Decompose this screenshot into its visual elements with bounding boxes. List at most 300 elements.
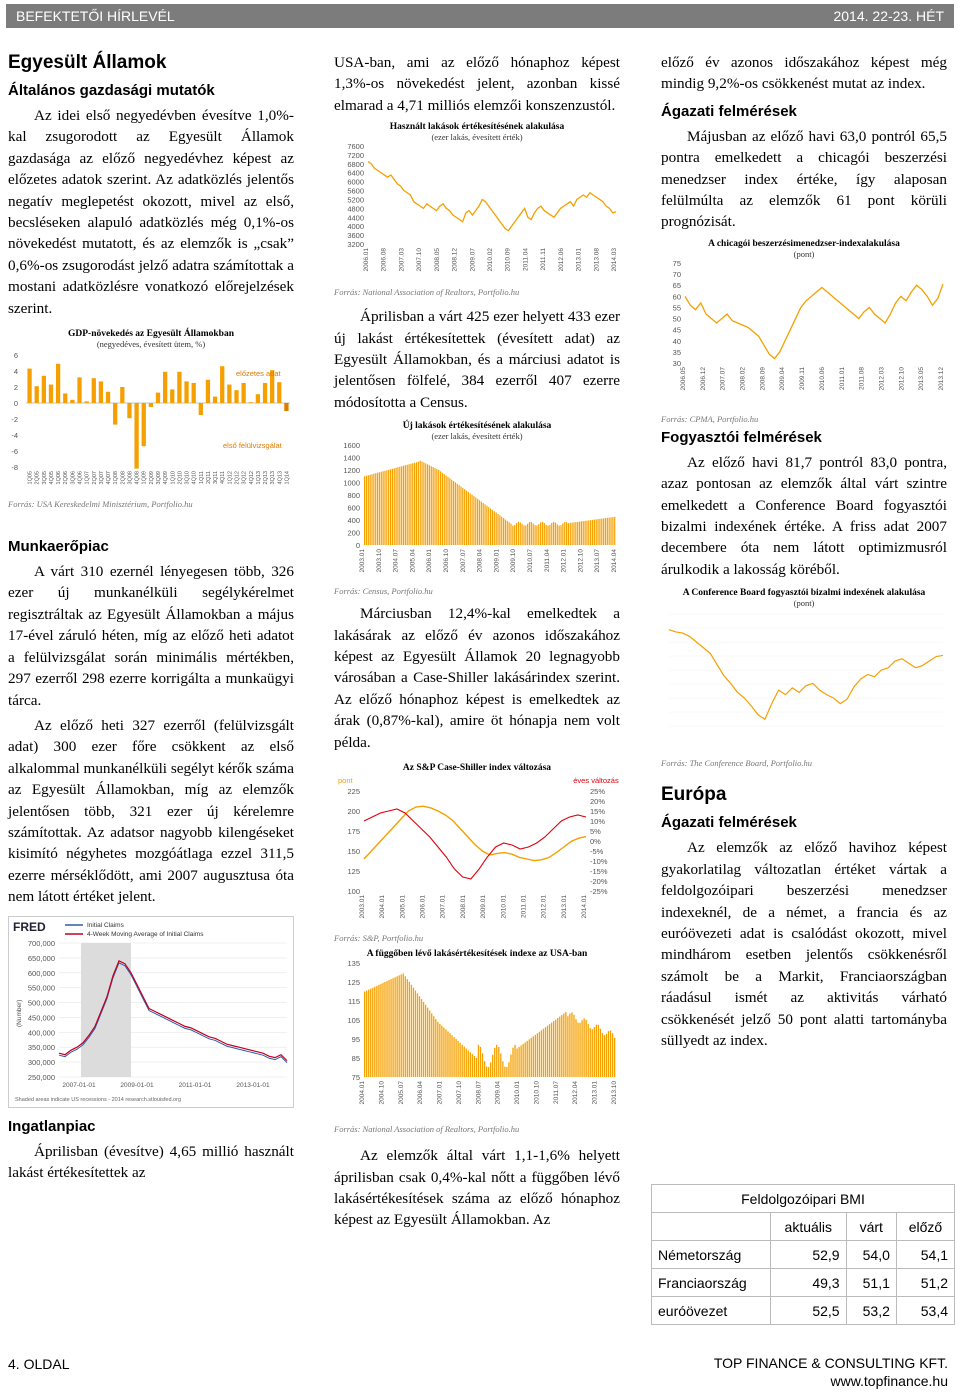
bar (383, 472, 384, 546)
bar (27, 369, 31, 403)
bar (421, 999, 422, 1077)
bar (394, 469, 395, 546)
bar (405, 976, 406, 1077)
y-tick-label: 2 (13, 383, 18, 393)
bar (466, 491, 467, 545)
cell-value: 51,2 (896, 1269, 954, 1297)
y-tick-label: 5200 (347, 195, 364, 205)
chicago-chart-title: A chicagói beszerzésimenedzser-indexalakulása (708, 238, 900, 249)
bar (590, 520, 591, 545)
y-tick-label: 100 (347, 887, 360, 897)
bar (451, 1035, 452, 1077)
bar (549, 525, 550, 545)
x-tick-label: 2010.07 (527, 549, 534, 573)
bar (505, 520, 506, 546)
x-tick-label: 2012.06 (557, 248, 565, 272)
y-tick-label: 4000 (347, 222, 364, 232)
bar (488, 507, 489, 545)
x-tick-label: 2009.11 (799, 366, 807, 390)
bar (547, 526, 548, 545)
bar (516, 1049, 517, 1078)
bar (596, 1025, 597, 1077)
bar (403, 974, 404, 1078)
bar (392, 469, 393, 545)
bar (569, 1014, 570, 1077)
bar (523, 526, 524, 546)
section-title-usa: Egyesült Államok (8, 52, 167, 73)
pmi-table (651, 1184, 955, 1325)
y-tick-label: -20% (590, 877, 608, 887)
bar (538, 524, 539, 545)
x-tick-label: 2012.03 (878, 366, 886, 391)
y-tick-label: -2 (11, 415, 18, 425)
bar (184, 381, 188, 403)
bar (378, 985, 379, 1077)
x-tick-label: 2010.09 (504, 248, 512, 272)
legend-average: 4-Week Moving Average of Initial Claims (87, 930, 204, 938)
x-tick-label: 2012.04 (572, 1081, 580, 1105)
y-tick-label: 1400 (343, 453, 360, 463)
bar (598, 1025, 599, 1077)
bar (375, 474, 376, 546)
x-tick-label: 2003.01 (359, 895, 366, 919)
bar (546, 525, 547, 545)
y-tick-label: 60 (672, 292, 681, 302)
bar (435, 1019, 436, 1077)
bar (99, 381, 103, 403)
bar (403, 466, 404, 545)
cell-value: 53,4 (896, 1297, 954, 1325)
paragraph-claims-1: A várt 310 ezernél lényegesen több, 326 ezer új munkanélküli segélykérelmet regisztráltak az Egyesült Államokban a május 17-ével záruló héten, míg az előző heti adatot a felülvizsgálat során minimális mértékben, 297 ezerről 298 ezerre korrigálta a munkaügyi tárca. (8, 563, 294, 709)
bar (585, 521, 586, 545)
bar (134, 403, 138, 469)
y-tick-label: 550,000 (27, 983, 55, 993)
bar (492, 1055, 493, 1077)
x-tick-label: 4Q12 (248, 471, 255, 485)
bar (390, 470, 391, 546)
bar (423, 1002, 424, 1077)
y-tick-label: 650,000 (27, 953, 55, 963)
bar (536, 526, 537, 545)
bar (522, 524, 523, 545)
y-tick-label: 105 (347, 1016, 360, 1026)
paragraph-claims-2: Az előző heti 327 ezerről (felülvizsgált adat) 300 ezer főre csökkent az első alkalommal munkanélküli segélyt kérők száma az Egyesült Államokban, míg az elemzők jelentősen több, 321 ezer új kérelemre számítottak. Az adatsor nagyobb kilengéseket kisimító négyhetes mozgóátlaga ezzel 311,5 ezerre mérséklődött, ami 2007 augusztusa óta nem látott értéket jelent. (8, 716, 294, 906)
x-tick-label: 2008.02 (739, 366, 747, 391)
bar (407, 979, 408, 1077)
y-tick-label: 65 (672, 281, 681, 291)
bar (527, 524, 528, 545)
x-tick-label: 2004.01 (379, 895, 387, 919)
x-tick-label: 2013.08 (593, 248, 601, 272)
x-tick-label: 2007.10 (455, 1081, 463, 1105)
bar (408, 465, 409, 546)
bar (451, 480, 452, 545)
bar (482, 1053, 483, 1077)
bar (520, 523, 521, 546)
y-tick-label: 45 (672, 325, 681, 335)
chicago-pmi-chart (661, 238, 947, 424)
pending-chart-title: A függőben lévő lakásértékesítések indexe az USA-ban (366, 949, 588, 960)
y-tick-label: -6 (11, 447, 18, 457)
y-tick-label: -8 (11, 463, 18, 473)
newhomes-chart-plot (334, 441, 620, 581)
y-tick-label: 6000 (347, 177, 364, 187)
table-row (652, 1297, 955, 1325)
bar (600, 1029, 601, 1077)
bar (220, 366, 224, 403)
bar (447, 477, 448, 545)
bar (163, 372, 167, 403)
pmi-table-title: Feldolgozóipari BMI (652, 1185, 955, 1213)
cs-chart-plot (334, 773, 620, 928)
x-tick-label: 2008.12 (451, 248, 459, 272)
bar (573, 1015, 574, 1077)
y-tick-label: 35 (672, 347, 681, 357)
fred-logo-text: FRED (13, 919, 46, 934)
series-conference-board (669, 630, 943, 720)
bar (614, 517, 615, 545)
bar (564, 522, 565, 545)
bar (149, 403, 153, 407)
bar (514, 525, 515, 545)
bar (514, 1045, 515, 1077)
bar (438, 470, 439, 545)
x-tick-label: 3Q13 (270, 471, 277, 485)
bar (572, 523, 573, 545)
bar (506, 1067, 507, 1077)
y-tick-label: 7600 (347, 142, 364, 152)
bar (523, 1044, 524, 1077)
bar (478, 1045, 479, 1077)
x-tick-label: 2Q05 (34, 471, 41, 485)
paragraph-gdp: Az idei első negyedévben évesítve 1,0%-kal zsugorodott az Egyesült Államok gazdasága az előző negyedévhez képest az előzetes adatok szerint. Az adatközlés jelentős negatív meglepetést okozott, mivel az első, becsléseken alapuló adatközlés még 0,1%-os növekedést mutatott, és az elemzők is „csak” 0,6%-os zsugorodást jelző adatra számítottak a mostani adatközlésre vonatkozó előrejelzések szerint. (8, 107, 294, 317)
x-tick-label: 2006.01 (426, 549, 434, 573)
cell-value: 52,5 (771, 1297, 847, 1325)
section-real-estate: Ingatlanpiac (8, 1117, 96, 1135)
bar (577, 522, 578, 545)
bar (484, 505, 485, 546)
x-tick-label: 2009.01 (493, 549, 501, 573)
bar (609, 518, 610, 545)
bar (249, 402, 253, 403)
bar (476, 1058, 477, 1077)
bar (529, 1039, 530, 1077)
bar (441, 1026, 442, 1077)
bar (475, 498, 476, 546)
annotation-preliminary: előzetes adat (236, 369, 281, 379)
bar (610, 518, 611, 546)
x-tick-label: 2010.02 (487, 248, 494, 272)
bar (459, 485, 460, 545)
x-tick-label: 2Q08 (120, 471, 127, 485)
bar (479, 501, 480, 546)
cell-value: 52,9 (771, 1241, 847, 1269)
y-tick-label: 125 (347, 867, 360, 877)
bar (379, 473, 380, 546)
y-tick-label: 55 (672, 303, 681, 313)
x-tick-label: 2Q12 (234, 471, 241, 485)
section-title-europe: Európa (661, 784, 727, 806)
y-tick-label: 200 (347, 528, 360, 538)
x-tick-label: 2006.01 (419, 895, 427, 919)
bar (412, 464, 413, 546)
bar (468, 492, 469, 545)
footer-company (714, 1354, 948, 1390)
x-tick-label: 2006.12 (699, 366, 707, 391)
y-tick-label: 5% (590, 827, 601, 837)
bar (547, 1026, 548, 1077)
x-tick-label: 2012.10 (577, 549, 585, 573)
x-tick-label: 2Q07 (91, 471, 98, 485)
x-tick-label: 1Q07 (84, 471, 91, 485)
x-tick-label: 2014.03 (611, 248, 618, 272)
bar (192, 383, 196, 403)
fred-claims-chart (8, 916, 294, 1108)
x-tick-label: 2011.04 (522, 248, 530, 272)
x-tick-label: 2011.11 (540, 248, 548, 271)
newhomes-chart-subtitle: (ezer lakás, évesített érték) (431, 431, 523, 442)
bar (368, 476, 369, 546)
bar (551, 523, 552, 545)
x-tick-label: 2006.10 (443, 549, 450, 573)
paragraph-conference-board: Az előző havi 81,7 pontról 83,0 pontra, azaz pontosan az elemzők által várt szintre emelkedett a Conference Board fogyasztói bizalmi indexének értéke. A friss adat 2007 decembere óta nem látott optimizmusról árulkodik a lakosság köréből. (661, 453, 947, 578)
bar (35, 386, 39, 403)
bar (525, 1043, 526, 1078)
bar (127, 403, 131, 418)
y-tick-label: 75 (672, 258, 681, 268)
bar (470, 1052, 471, 1077)
bar (399, 975, 400, 1077)
bar (571, 1013, 572, 1078)
x-tick-label: 2012.01 (560, 549, 568, 573)
y-tick-label: 70 (672, 269, 681, 279)
pending-chart-source: Forrás: National Association of Realtors, Portfolio.hu (334, 1124, 520, 1135)
x-tick-label: 1Q09 (141, 471, 148, 485)
y-tick-label: 20% (590, 797, 606, 807)
bar (562, 524, 563, 546)
y-tick-label: 85 (351, 1054, 360, 1064)
x-tick-label: 2009.10 (510, 549, 518, 573)
newhomes-chart-title: Új lakások értékesítésének alakulása (402, 421, 552, 432)
bar (460, 487, 461, 546)
y-tick-label: 115 (348, 997, 360, 1007)
bar (464, 490, 465, 546)
bar (92, 378, 96, 403)
bar (366, 476, 367, 545)
bar (439, 1024, 440, 1077)
cb-chart-title: A Conference Board fogyasztói bizalmi indexének alakulása (682, 588, 926, 599)
bar (370, 989, 371, 1077)
series-existing-home-sales (368, 162, 616, 231)
x-tick-label: 2011.01 (838, 366, 846, 390)
y-tick-label: 400 (347, 516, 360, 526)
bar (401, 467, 402, 546)
bar (416, 463, 417, 546)
y-tick-label: 225 (347, 787, 360, 797)
x-tick-label: 2011-01-01 (178, 1081, 212, 1089)
bar (480, 1047, 481, 1077)
bar (516, 523, 517, 545)
bar (551, 1023, 552, 1077)
bar (549, 1024, 550, 1077)
y-tick-label: 3600 (347, 231, 364, 241)
x-tick-label: 2011.07 (552, 1081, 560, 1105)
pmi-header-previous: előző (896, 1213, 954, 1241)
bar (77, 377, 81, 403)
bar (413, 988, 414, 1077)
bar (557, 1018, 558, 1077)
bar (376, 986, 377, 1077)
bar (227, 385, 231, 403)
x-tick-label: 2013.12 (938, 366, 945, 391)
section-industry-surveys: Ágazati felmérések (661, 102, 797, 120)
x-tick-label: 2014.04 (611, 549, 618, 573)
x-tick-label: 2003.10 (375, 549, 383, 573)
bar (384, 471, 385, 545)
bar (471, 495, 472, 545)
x-tick-label: 2010.01 (514, 1081, 522, 1105)
bar (510, 524, 511, 545)
bar (555, 1020, 556, 1077)
x-tick-label: 3Q10 (184, 471, 191, 485)
y-tick-label: 40 (672, 336, 681, 346)
x-tick-label: 2Q06 (63, 471, 70, 485)
bar (503, 518, 504, 545)
x-tick-label: 2013-01-01 (236, 1081, 270, 1089)
bar (466, 1049, 467, 1078)
x-tick-label: 1Q10 (170, 471, 177, 485)
bar (425, 1005, 426, 1077)
bar (449, 479, 450, 546)
y-tick-label: 800 (347, 491, 360, 501)
x-tick-label: 2013.07 (594, 549, 602, 573)
cb-chart-source: Forrás: The Conference Board, Portfolio.hu (661, 758, 812, 769)
bar (525, 526, 526, 546)
bar (397, 976, 398, 1077)
x-tick-label: 3Q06 (70, 471, 77, 485)
bar (433, 467, 434, 545)
bar (364, 992, 365, 1078)
fred-note: Shaded areas indicate US recessions - 2014 research.stlouisfed.org (15, 1096, 182, 1103)
row-label: euróövezet (652, 1297, 771, 1325)
cs-chart-title: Az S&P Case-Shiller index változása (402, 763, 552, 774)
pmi-header-current: aktuális (771, 1213, 847, 1241)
x-tick-label: 2Q11 (205, 471, 212, 485)
existing-homes-chart (334, 122, 620, 298)
paragraph-chicago-pmi: Májusban az előző havi 63,0 pontról 65,5 pontra emelkedett a chicagói beszerzési menedzser index értéke, így alaposan felülmúlta az elemzők 61 pont körüli prognózisát. (661, 127, 947, 231)
new-homes-chart (334, 421, 620, 597)
bar (474, 1056, 475, 1077)
bar (561, 1015, 562, 1077)
x-tick-label: 4Q10 (191, 471, 198, 485)
bar (462, 488, 463, 545)
bar (407, 465, 408, 545)
bar (533, 1036, 534, 1077)
x-tick-label: 2011.01 (520, 895, 528, 919)
bar (520, 1046, 521, 1078)
bar (539, 1032, 540, 1077)
x-tick-label: 2006.04 (417, 1081, 425, 1105)
bar (541, 1030, 542, 1077)
bar (573, 523, 574, 546)
bar (411, 985, 412, 1077)
bar (579, 522, 580, 545)
company-url[interactable]: www.topfinance.hu (830, 1373, 948, 1389)
y-tick-label: 1600 (343, 441, 360, 451)
bar (499, 516, 500, 546)
bar (581, 1020, 582, 1077)
section-industry-surveys-eu: Ágazati felmérések (661, 814, 797, 832)
annotation-first-revision: első felülvizsgálat (223, 441, 282, 451)
bar (508, 1062, 509, 1077)
bar (512, 526, 513, 545)
pmi-table-corner (652, 1213, 771, 1241)
bar (443, 1028, 444, 1077)
bar (368, 990, 369, 1077)
paragraph-eu-pmi: Az elemzők az előző havihoz képest gyakorlatilag változatlan értéket vártak a feldolgozóipari beszerzési menedzser indexeknél, de a német, a francia és az euróövezeti adat is csalódást okozott, mivel mindhárom esetben jelentős csökkenésről számolt be a Markit, Franciaországban ráadásul ismét az aktivitás várható csökkenését jelző 50 pont alatti tartományba süllyedt az index. (661, 839, 947, 1049)
y-tick-label: 450,000 (27, 1013, 55, 1023)
bar (444, 474, 445, 545)
x-tick-label: 2005.01 (399, 895, 407, 919)
bar (464, 1047, 465, 1077)
bar (560, 525, 561, 545)
x-tick-label: 2012.01 (540, 895, 548, 919)
bar (436, 469, 437, 545)
bar (419, 996, 420, 1077)
x-tick-label: 2013.01 (575, 248, 583, 272)
bar (501, 517, 502, 545)
y-tick-label: 400,000 (27, 1027, 55, 1037)
x-tick-label: 3Q11 (213, 471, 220, 485)
x-tick-label: 2008.04 (476, 549, 484, 573)
bar (470, 494, 471, 546)
newhomes-chart-source: Forrás: Census, Portfolio.hu (334, 586, 433, 597)
y-tick-label: 4 (13, 367, 18, 377)
x-tick-label: 4Q11 (220, 471, 227, 485)
legend-claims: Initial Claims (87, 921, 124, 929)
bar (106, 392, 110, 403)
column-1 (8, 50, 294, 1183)
x-tick-label: 2Q09 (148, 471, 155, 485)
bar (423, 463, 424, 546)
y-tick-label: -15% (590, 867, 608, 877)
bar (610, 1031, 611, 1078)
bar (405, 466, 406, 546)
x-tick-label: 2006.01 (363, 248, 370, 272)
cs-chart-source: Forrás: S&P, Portfolio.hu (334, 933, 424, 944)
paragraph-existing-homes: Áprilisban (évesítve) 4,65 millió használt lakást értékesítettek az (8, 1142, 294, 1181)
bar (386, 981, 387, 1077)
bar (373, 474, 374, 545)
bar (540, 523, 541, 546)
x-tick-label: 2008.01 (459, 895, 467, 919)
bar (446, 476, 447, 546)
bar (63, 393, 67, 403)
x-tick-label: 1Q06 (56, 471, 63, 485)
bar (596, 520, 597, 546)
x-tick-label: 4Q05 (48, 471, 55, 485)
bar (486, 506, 487, 545)
y-tick-label: 10% (590, 817, 606, 827)
x-tick-label: 2004.10 (378, 1081, 386, 1105)
x-tick-label: 3Q07 (98, 471, 105, 485)
bar (85, 401, 89, 403)
bar (490, 1062, 491, 1077)
bar (421, 462, 422, 545)
y-tick-label: 150 (347, 847, 360, 857)
bar (555, 523, 556, 545)
x-tick-label: 2008.09 (759, 366, 767, 391)
